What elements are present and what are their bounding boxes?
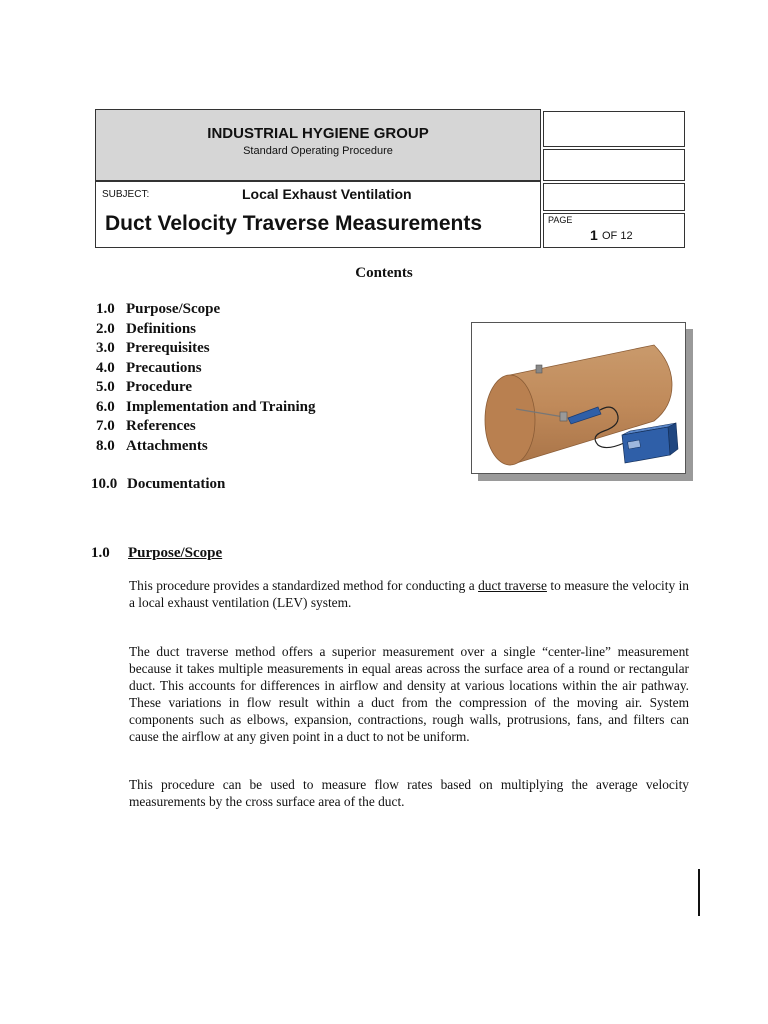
toc-item-title: References <box>126 418 196 434</box>
toc-item-number: 2.0 <box>96 320 115 337</box>
header-blank-cell-2 <box>543 149 685 181</box>
section-heading-purpose-scope <box>91 545 222 562</box>
paragraph-purpose <box>129 577 689 611</box>
page-label: PAGE <box>548 215 573 225</box>
toc-item-documentation[interactable] <box>91 476 225 493</box>
toc-item-number: 7.0 <box>96 418 115 434</box>
page-total: OF 12 <box>602 230 633 242</box>
toc-item-title: Definitions <box>126 320 197 337</box>
revision-bar <box>698 869 700 916</box>
toc-item-title: Purpose/Scope <box>126 301 221 317</box>
toc-item[interactable] <box>96 320 315 340</box>
toc-item-title: Documentation <box>127 476 226 492</box>
toc-item-title: Precautions <box>126 359 202 376</box>
toc-item[interactable] <box>96 378 315 398</box>
toc-item-number: 3.0 <box>96 340 115 356</box>
header-table <box>95 109 685 248</box>
paragraph-text: This procedure provides a standardized method for conducting a <box>129 578 479 593</box>
paragraph-method: The duct traverse method offers a superior measurement over a single “center-line” measurement because it takes multiple measurements in equal areas across the surface area of a round or rectangular duct. This accounts for differences in airflow and density at various locations within the air pathway. These variations in flow result within a duct from the compression of the moving air. System components such as elbows, expansion, contractions, rough walls, protrusions, fans, and filters can cause the airflow at any given point in a duct to not be uniform. <box>129 644 689 744</box>
toc-item[interactable] <box>96 300 315 320</box>
duct-traverse-link[interactable]: duct traverse <box>478 578 547 593</box>
subject-value: Local Exhaust Ventilation <box>242 186 412 202</box>
page-number: 1 <box>590 227 598 243</box>
table-of-contents <box>96 300 315 456</box>
header-blank-cell-3 <box>543 183 685 211</box>
toc-item[interactable] <box>96 339 315 359</box>
duct-port <box>536 365 542 373</box>
toc-item-title: Attachments <box>126 437 208 454</box>
duct-traverse-illustration <box>471 322 686 474</box>
toc-item-title: Implementation and Training <box>126 398 316 415</box>
toc-item-number: 5.0 <box>96 379 115 395</box>
toc-item-number: 4.0 <box>96 359 115 376</box>
toc-item-number: 1.0 <box>96 301 115 317</box>
group-cell <box>95 109 541 181</box>
toc-item[interactable] <box>96 359 315 379</box>
contents-heading: Contents <box>355 265 413 281</box>
document-title: Duct Velocity Traverse Measurements <box>105 212 483 235</box>
group-title: INDUSTRIAL HYGIENE GROUP <box>207 125 429 142</box>
probe-fitting <box>560 412 567 421</box>
duct-end <box>485 375 535 465</box>
paragraph-text: to measure the velocity in a local exhaust ventilation (LEV) system. <box>129 578 689 610</box>
toc-item-title: Procedure <box>126 379 193 395</box>
toc-item[interactable] <box>96 417 315 437</box>
toc-item[interactable] <box>96 398 315 418</box>
group-subtitle: Standard Operating Procedure <box>243 145 393 157</box>
toc-item-number: 6.0 <box>96 398 115 415</box>
page-cell <box>543 213 685 248</box>
toc-item[interactable] <box>96 437 315 457</box>
toc-item-number: 8.0 <box>96 437 115 454</box>
paragraph-flow-rates: This procedure can be used to measure flow rates based on multiplying the average velocity measurements by the cross surface area of the duct. <box>129 777 689 809</box>
toc-item-number: 10.0 <box>91 476 118 492</box>
section-title: Purpose/Scope <box>128 545 223 561</box>
duct-illustration-svg <box>472 323 685 473</box>
toc-item-title: Prerequisites <box>126 340 210 356</box>
subject-cell <box>95 181 541 248</box>
section-number: 1.0 <box>91 545 110 561</box>
subject-label: SUBJECT: <box>102 189 150 200</box>
header-blank-cell-1 <box>543 111 685 147</box>
